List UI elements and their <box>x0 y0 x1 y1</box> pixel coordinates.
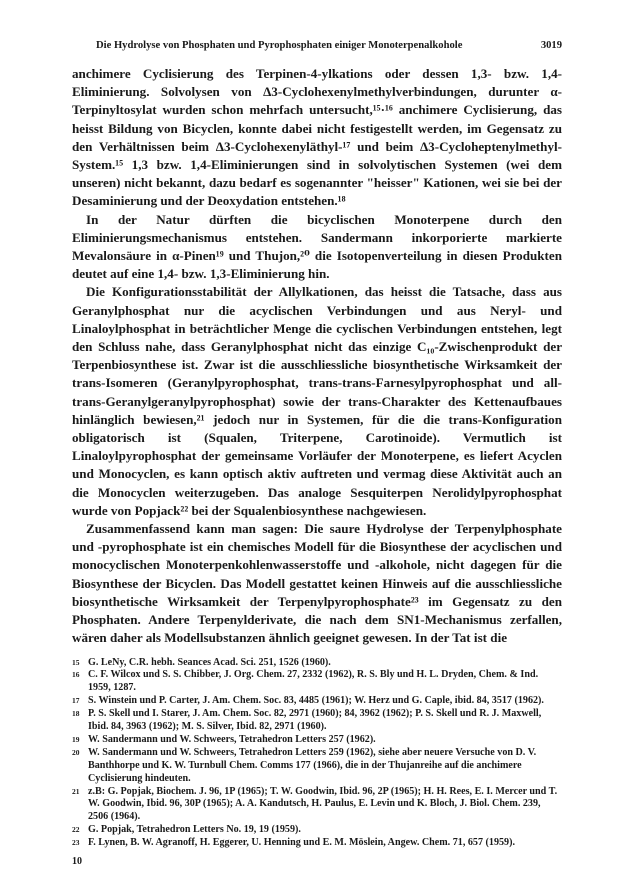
footnote <box>72 734 562 747</box>
footnote <box>72 708 562 734</box>
footnote-number: 16 <box>72 670 80 680</box>
footnote-text: F. Lynen, B. W. Agranoff, H. Eggerer, U. Henning und E. M. Möslein, Angew. Chem. 71, 657 (1959). <box>88 837 515 849</box>
paragraph-3: Die Konfigurationsstabilität der Allylkationen, das heisst die Tatsache, dass aus Geranylphosphat nur die acyclischen Verbindungen und aus Neryl- und Linaloylphosphat in beträchtlicher Menge die cyclischen Verbindungen entstehen, legt den Schluss nahe, dass Geranylphosphat nicht das einzige C₁₀-Zwischenprodukt der Terpenbiosynthese ist. Zwar ist die ausschliessliche biosynthetische Wirksamkeit der trans-Isomeren (Geranylpyrophosphat, trans-trans-Farnesylpyrophosphat und all-trans-Geranylgeranylpyrophosphat) sowie der trans-Charakter des Kettenaufbaues hinlänglich bewiesen,²¹ jedoch nur in Systemen, für die die trans-Konfiguration obligatorisch ist (Squalen, Triterpene, Carotinoide). Vermutlich ist Linaloylpyrophosphat der gemeinsame Vorläufer der Monoterpene, es liefert Acyclen und Monocyclen, es kann optisch aktiv auftreten und vermag diese Aktivität auch an die Monocyclen weiterzugeben. Das analoge Sesquiterpen Nerolidylpyrophosphat wurde von Popjack²² bei der Squalenbiosynthese nachgewiesen. <box>72 284 562 518</box>
footnote-text: S. Winstein und P. Carter, J. Am. Chem. Soc. 83, 4485 (1961); W. Herz und G. Caple, ibid. 84, 3517 (1962). <box>88 695 544 707</box>
paragraph-2: In der Natur dürften die bicyclischen Monoterpene durch den Eliminierungsmechanismus entstehen. Sandermann inkorporierte markierte Mevalonsäure in α-Pinen¹⁹ und Thujon,²⁰ die Isotopenverteilung in diesen Produkten deutet auf eine 1,4- bzw. 1,3-Eliminierung hin. <box>72 211 562 282</box>
footnote <box>72 695 562 708</box>
running-header <box>72 40 562 51</box>
footnote-number: 19 <box>72 734 80 744</box>
footnote-text: G. Popjak, Tetrahedron Letters No. 19, 19 (1959). <box>88 824 301 836</box>
footnote-text: C. F. Wilcox und S. S. Chibber, J. Org. Chem. 27, 2332 (1962), R. S. Bly und H. L. Dryden, Chem. & Ind. 1959, 1287. <box>88 669 539 694</box>
body-text <box>72 65 562 648</box>
footnote-number: 17 <box>72 696 80 706</box>
footnote-text: P. S. Skell und I. Starer, J. Am. Chem. Soc. 82, 2971 (1960); 84, 3962 (1962); P. S. Skell und R. J. Maxwell, Ibid. 84, 3963 (1962); M. S. Silver, Ibid. 82, 2971 (1960). <box>88 708 542 733</box>
footnote <box>72 747 562 786</box>
page-marker: 10 <box>72 856 82 868</box>
footnote-text: W. Sandermann und W. Schweers, Tetrahedron Letters 257 (1962). <box>88 733 376 745</box>
footnote <box>72 669 562 695</box>
paragraph-1: anchimere Cyclisierung des Terpinen-4-ylkations oder dessen 1,3- bzw. 1,4-Eliminierung. Solvolysen von Δ3-Cyclohexenylmethylverbindungen, durunter α-Terpinyltosylat wurden schon mehrfach untersucht,¹⁵·¹⁶ anchimere Cyclisierung, das heisst Bildung von Bicyclen, konnte dabei nicht festigestellt werden, im Gegensatz zu den Verhältnissen beim Δ3-Cyclohexenyläthyl-¹⁷ und beim Δ3-Cycloheptenylmethyl-System.¹⁵ 1,3 bzw. 1,4-Eliminierungen sind in solvolytischen Systemen (wei dem unseren) nicht bekannt, dazu bedarf es sogenannter "heisser" Kationen, wei sie bei der Desaminierung und der Deoxydation entstehen.¹⁸ <box>72 66 562 209</box>
footnote <box>72 824 562 837</box>
paragraph-4: Zusammenfassend kann man sagen: Die saure Hydrolyse der Terpenylphosphate und -pyrophosphate ist ein chemisches Modell für die Biosynthese der acyclischen und monocyclischen Monoterpenkohlenwasserstoffe und -alkohole, nicht dagegen für die Biosynthese der Bicyclen. Das Modell gestattet keinen Hinweis auf die ausschliessliche biosynthetische Wirksamkeit der Terpenylpyrophosphate²³ im Gegensatz zu den Phosphaten. Andere Terpenylderivate, die nach dem SN1-Mechanismus zerfallen, wären daher als Modellsubstanzen ähnlich geeignet gewesen. In der Tat ist die <box>72 521 562 646</box>
footnote-number: 21 <box>72 786 80 796</box>
footnote-number: 23 <box>72 838 80 848</box>
footnotes <box>72 657 562 851</box>
footnote-number: 15 <box>72 657 80 667</box>
footnote-number: 22 <box>72 825 80 835</box>
footnote <box>72 657 562 670</box>
footnote-text: G. LeNy, C.R. hebh. Seances Acad. Sci. 251, 1526 (1960). <box>88 656 331 668</box>
page <box>72 40 562 867</box>
footnote <box>72 837 562 850</box>
page-number: 3019 <box>540 40 562 51</box>
footnote <box>72 786 562 825</box>
footnote-text: W. Sandermann und W. Schweers, Tetrahedron Letters 259 (1962), siehe aber neuere Versuche von D. V. Banthhorpe und K. W. Turnbull Chem. Comms 177 (1966), die in der Thujanreihe auf die anchimere Cyclisierung hindeuten. <box>88 746 537 784</box>
footnote-text: z.B: G. Popjak, Biochem. J. 96, 1P (1965); T. W. Goodwin, Ibid. 96, 2P (1965); H. H. Rees, E. I. Mercer und T. W. Goodwin, Ibid. 96, 30P (1965); A. A. Kandutsch, H. Paulus, E. Levin und K. Bloch, J. Biol. Chem. 239, 2506 (1964). <box>88 785 558 823</box>
running-title: Die Hydrolyse von Phosphaten und Pyrophosphaten einiger Monoterpenalkohole <box>96 40 463 51</box>
footnote-number: 18 <box>72 709 80 719</box>
footnote-number: 20 <box>72 747 80 757</box>
